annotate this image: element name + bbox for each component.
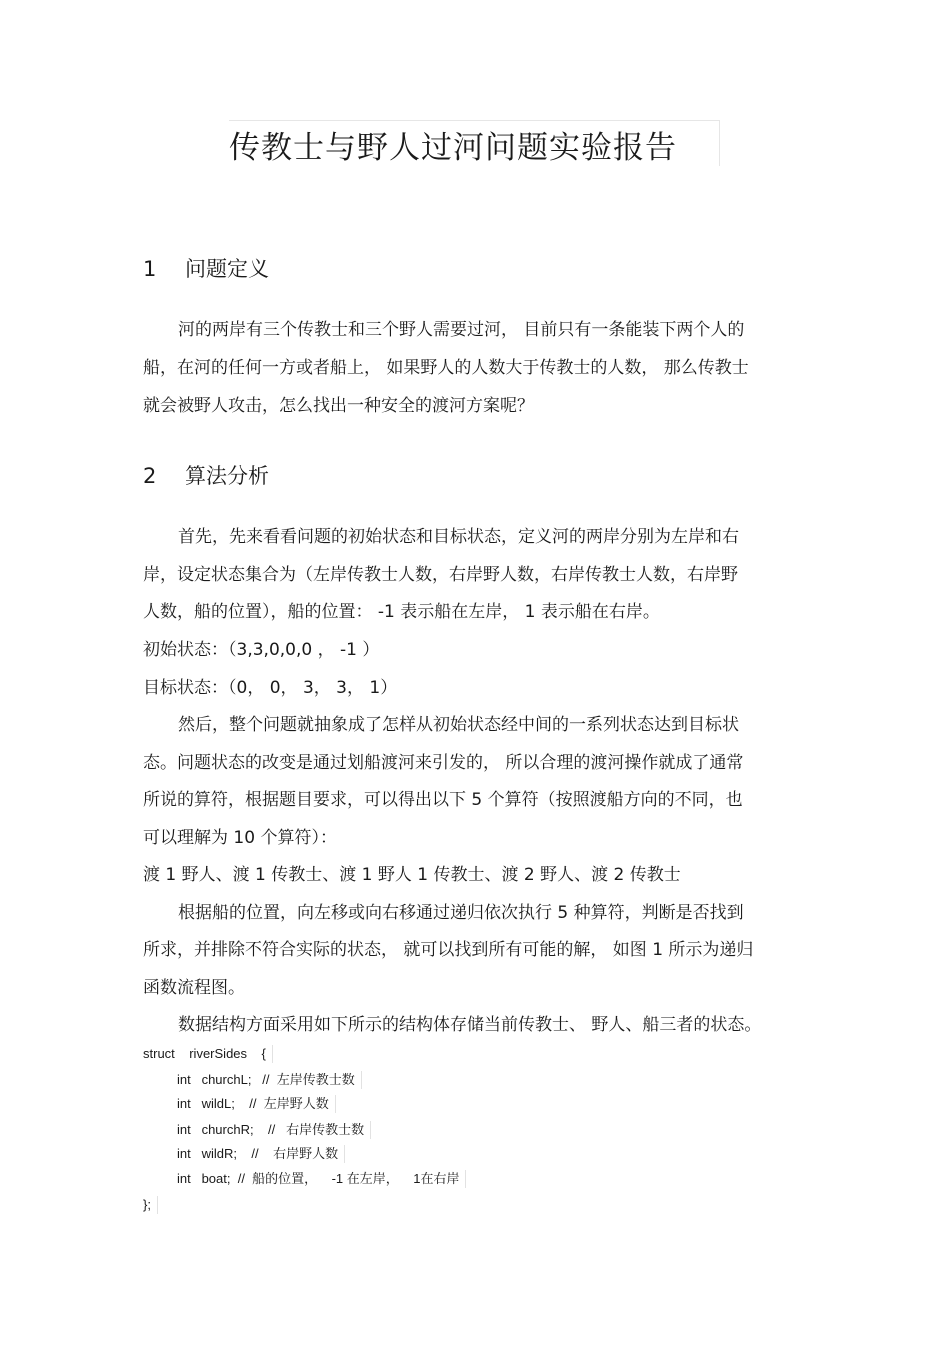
code-line: int wildL; // 左岸野人数 — [177, 1095, 336, 1113]
operators-line: 渡 1 野人、渡 1 传教士、渡 1 野人 1 传教士、渡 2 野人、渡 2 传教士 — [143, 865, 681, 885]
paragraph-line: 船，在河的任何一方或者船上， 如果野人的人数大于传教士的人数， 那么传教士 — [143, 358, 749, 378]
paragraph-line: 态。问题状态的改变是通过划船渡河来引发的， 所以合理的渡河操作就成了通常 — [143, 753, 744, 773]
initial-state-line: 初始状态：（3,3,0,0,0 ， -1 ） — [143, 640, 380, 660]
section-number: 1 — [143, 257, 157, 281]
paragraph-line: 函数流程图。 — [143, 978, 245, 998]
code-line: int churchL; // 左岸传教士数 — [177, 1071, 362, 1089]
section-2-heading — [143, 460, 269, 490]
code-line: struct riverSides { — [143, 1045, 273, 1063]
section-1-heading — [143, 253, 269, 283]
paragraph-line: 就会被野人攻击，怎么找出一种安全的渡河方案呢？ — [143, 396, 534, 416]
goal-state-line: 目标状态：（0， 0， 3， 3， 1） — [143, 678, 398, 698]
paragraph-line: 然后，整个问题就抽象成了怎样从初始状态经中间的一系列状态达到目标状 — [178, 715, 739, 735]
paragraph-line: 可以理解为 10 个算符）： — [143, 828, 337, 848]
paragraph-line: 人数，船的位置），船的位置： -1 表示船在左岸， 1 表示船在右岸。 — [143, 602, 660, 622]
paragraph-line: 根据船的位置，向左移或向右移通过递归依次执行 5 种算符，判断是否找到 — [178, 903, 744, 923]
paragraph-line: 河的两岸有三个传教士和三个野人需要过河， 目前只有一条能装下两个人的 — [178, 320, 745, 340]
code-line: int wildR; // 右岸野人数 — [177, 1145, 345, 1163]
section-title: 算法分析 — [185, 464, 269, 488]
section-title: 问题定义 — [185, 257, 269, 281]
code-line: int boat; // 船的位置， -1 在左岸， 1在右岸 — [177, 1170, 466, 1188]
code-line: int churchR; // 右岸传教士数 — [177, 1121, 371, 1139]
code-line: }; — [143, 1196, 158, 1214]
paragraph-line: 所说的算符，根据题目要求，可以得出以下 5 个算符（按照渡船方向的不同，也 — [143, 790, 743, 810]
document-title: 传教士与野人过河问题实验报告 — [229, 130, 677, 166]
section-number: 2 — [143, 464, 157, 488]
paragraph-line: 所求，并排除不符合实际的状态， 就可以找到所有可能的解， 如图 1 所示为递归 — [143, 940, 754, 960]
paragraph-line: 岸，设定状态集合为（左岸传教士人数，右岸野人数，右岸传教士人数，右岸野 — [143, 565, 738, 585]
paragraph-line: 首先，先来看看问题的初始状态和目标状态，定义河的两岸分别为左岸和右 — [178, 527, 739, 547]
paragraph-line: 数据结构方面采用如下所示的结构体存储当前传教士、 野人、船三者的状态。 — [178, 1015, 762, 1035]
